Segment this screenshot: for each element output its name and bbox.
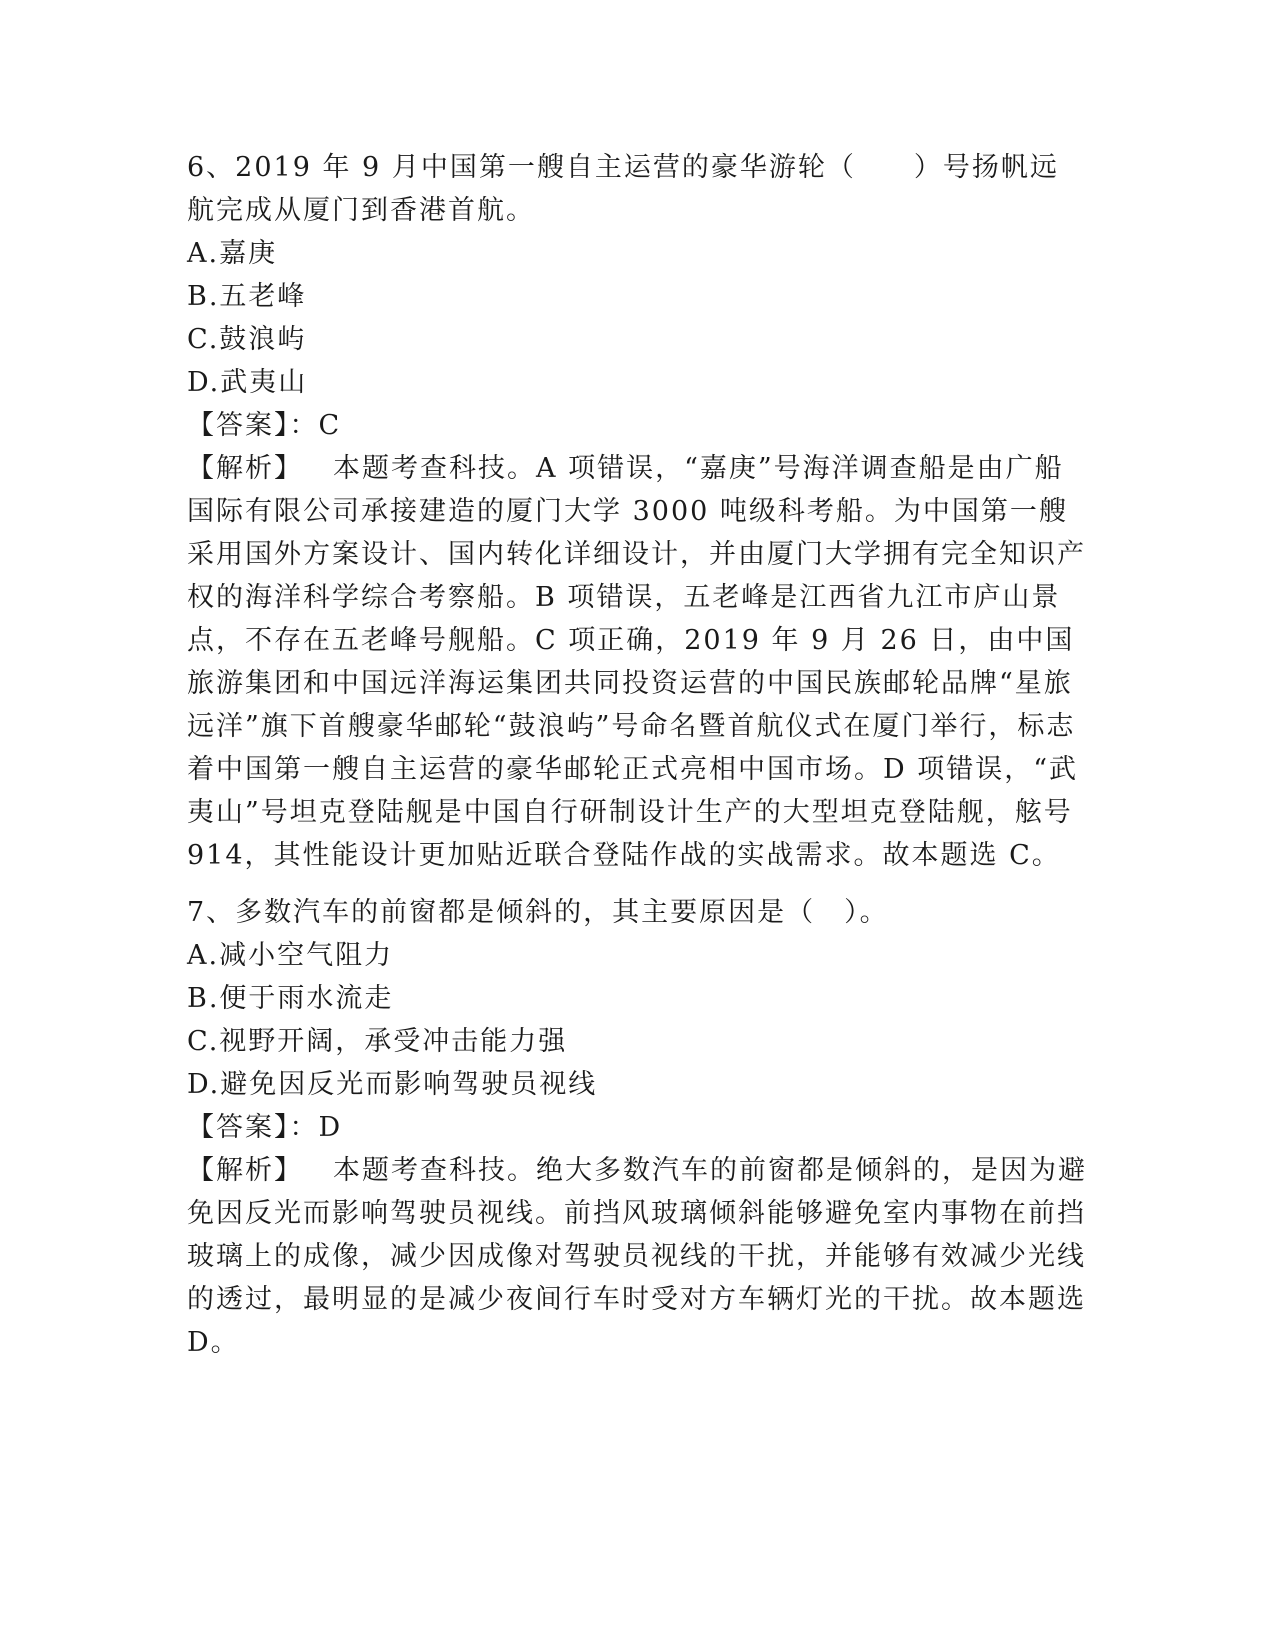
analysis-text: 本题考查科技。绝大多数汽车的前窗都是倾斜的，是因为避免因反光而影响驾驶员视线。前挡风玻璃倾斜能够避免室内事物在前挡玻璃上的成像，减少因成像对驾驶员视线的干扰，并能够有效减少光线的透过，最明显的是减少夜间行车时受对方车辆灯光的干扰。故本题选 D。	[187, 1155, 1087, 1358]
option-a: A.嘉庚	[187, 238, 278, 269]
option-d: D.避免因反光而影响驾驶员视线	[187, 1069, 598, 1100]
analysis-text: 本题考查科技。A 项错误，“嘉庚”号海洋调查船是由广船国际有限公司承接建造的厦门大学 3000 吨级科考船。为中国第一艘采用国外方案设计、国内转化详细设计，并由厦门大学拥有完全知识产权的海洋科学综合考察船。B 项错误，五老峰是江西省九江市庐山景点，不存在五老峰号舰船。C 项正确，2019 年 9 月 26 日，由中国旅游集团和中国远洋海运集团共同投资运营的中国民族邮轮品牌“星旅远洋”旗下首艘豪华邮轮“鼓浪屿”号命名暨首航仪式在厦门举行，标志着中国第一艘自主运营的豪华邮轮正式亮相中国市场。D 项错误，“武夷山”号坦克登陆舰是中国自行研制设计生产的大型坦克登陆舰，舷号 914，其性能设计更加贴近联合登陆作战的实战需求。故本题选 C。	[187, 453, 1086, 871]
analysis-label: 【解析】	[187, 453, 303, 484]
question-stem: 6、2019 年 9 月中国第一艘自主运营的豪华游轮（ ）号扬帆远航完成从厦门到香港首航。	[187, 152, 1059, 226]
option-b: B.便于雨水流走	[187, 983, 394, 1014]
answer-label: 【答案】：	[187, 1112, 319, 1143]
answer-line	[187, 1106, 1087, 1149]
answer-value: D	[318, 1112, 343, 1143]
option-b: B.五老峰	[187, 281, 307, 312]
option-d: D.武夷山	[187, 367, 308, 398]
answer-value: C	[318, 410, 342, 441]
analysis-label: 【解析】	[187, 1155, 303, 1186]
question-stem: 7、多数汽车的前窗都是倾斜的，其主要原因是（ ）。	[187, 897, 889, 928]
question-6	[187, 146, 1087, 877]
answer-label: 【答案】：	[187, 410, 319, 441]
option-c: C.视野开阔，承受冲击能力强	[187, 1026, 568, 1057]
option-c: C.鼓浪屿	[187, 324, 307, 355]
analysis	[187, 1149, 1087, 1364]
analysis	[187, 447, 1087, 877]
answer-line	[187, 404, 1087, 447]
question-7	[187, 891, 1087, 1364]
document-page	[187, 146, 1087, 1364]
option-a: A.减小空气阻力	[187, 940, 394, 971]
